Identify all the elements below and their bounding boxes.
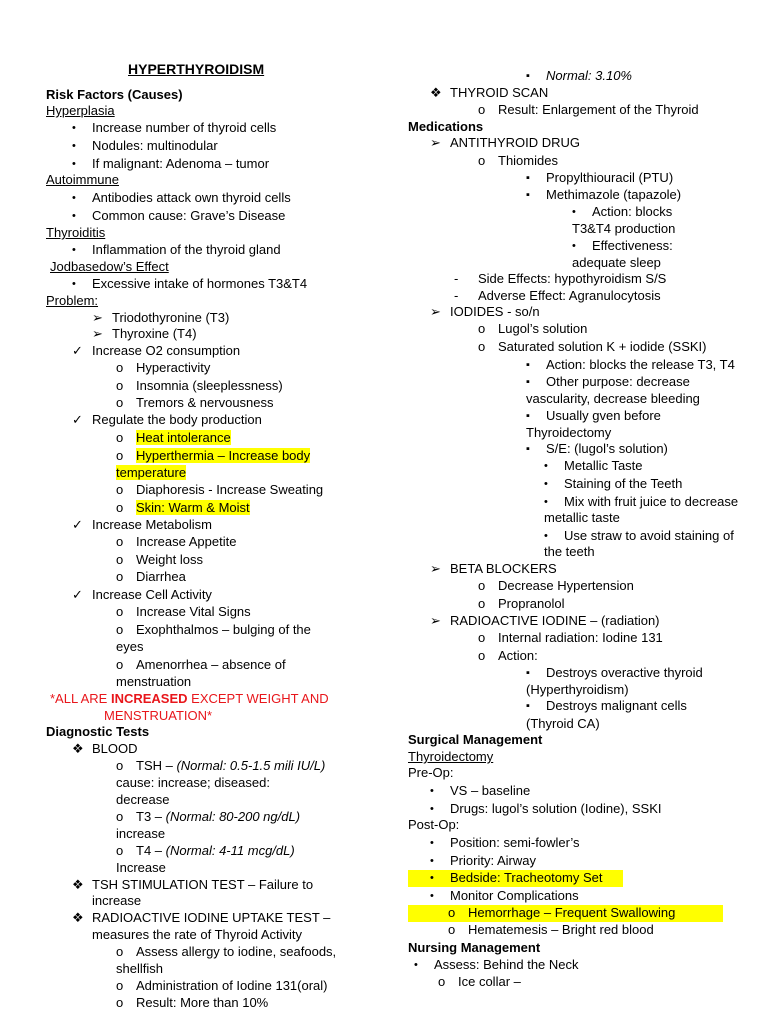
bullet-icon: • <box>430 803 434 815</box>
bullet-icon: o <box>478 648 486 663</box>
line-text: Internal radiation: Iodine 131 <box>498 630 663 645</box>
line-text: Increase Cell Activity <box>92 587 212 602</box>
line-text: Thyroidectomy <box>408 749 494 764</box>
bullet-icon: • <box>72 140 76 152</box>
line-text: THYROID SCAN <box>450 85 549 100</box>
bullet-icon: o <box>116 500 124 515</box>
normal-range-text: (Normal: 4-11 mcg/dL) <box>165 843 295 858</box>
bullet-icon: o <box>478 339 486 354</box>
line-text: Surgical Management <box>408 732 543 747</box>
line-text: T4 – <box>136 843 166 858</box>
bullet-icon: ✓ <box>72 343 83 358</box>
bullet-icon: o <box>116 569 124 584</box>
bullet-icon: o <box>478 630 486 645</box>
line-text: Action: blocks the release T3, T4 <box>546 357 735 372</box>
line-text: Increase Vital Signs <box>136 604 251 619</box>
bullet-icon: ✓ <box>72 517 83 532</box>
bullet-icon: ▪ <box>526 70 530 82</box>
bullet-icon: o <box>116 944 124 959</box>
line-text: metallic taste <box>544 510 620 525</box>
line-text: Assess allergy to iodine, seafoods, <box>136 944 337 959</box>
bullet-icon: ▪ <box>526 359 530 371</box>
line-text: (Thyroid CA) <box>526 716 600 731</box>
bullet-icon: • <box>544 530 548 542</box>
line-text: Diarrhea <box>136 569 186 584</box>
bullet-icon: o <box>438 974 446 989</box>
line-text: Diagnostic Tests <box>46 724 150 739</box>
line-text: BETA BLOCKERS <box>450 561 557 576</box>
line-text: vascularity, decrease bleeding <box>526 391 700 406</box>
line-text: Other purpose: decrease <box>546 374 690 389</box>
bullet-icon: • <box>72 158 76 170</box>
line-text: Monitor Complications <box>450 888 579 903</box>
bullet-icon: o <box>448 905 456 920</box>
line-text: Antibodies attack own thyroid cells <box>92 190 291 205</box>
line-text: shellfish <box>116 961 163 976</box>
bullet-icon: - <box>454 271 459 286</box>
bullet-icon: ➢ <box>430 561 441 576</box>
line-text: cause: increase; diseased: <box>116 775 270 790</box>
line-text: Assess: Behind the Neck <box>434 957 579 972</box>
line-text: T3&T4 production <box>572 221 676 236</box>
line-text: BLOOD <box>92 741 138 756</box>
line-text: Insomnia (sleeplessness) <box>136 378 283 393</box>
bullet-icon: - <box>454 288 459 303</box>
line-text: temperature <box>116 465 187 480</box>
bullet-icon: • <box>544 478 548 490</box>
line-text: Position: semi-fowler’s <box>450 835 580 850</box>
line-text: Tremors & nervousness <box>136 395 274 410</box>
line-text: Metallic Taste <box>564 458 643 473</box>
line-text: Administration of Iodine 131(oral) <box>136 978 328 993</box>
line-text: Hematemesis – Bright red blood <box>468 922 654 937</box>
bullet-icon: o <box>116 809 124 824</box>
line-text: TSH – <box>136 758 177 773</box>
line-text: MENSTRUATION* <box>104 708 213 723</box>
line-text: ANTITHYROID DRUG <box>450 135 580 150</box>
line-text: Inflammation of the thyroid gland <box>92 242 281 257</box>
bullet-icon: ❖ <box>72 910 84 925</box>
line-text: Nursing Management <box>408 940 541 955</box>
line-text: Priority: Airway <box>450 853 536 868</box>
line-text: Ice collar – <box>458 974 521 989</box>
line-text: Problem: <box>46 293 99 308</box>
bullet-icon: ➢ <box>430 304 441 319</box>
line-text: Staining of the Teeth <box>564 476 683 491</box>
line-text: Autoimmune <box>46 172 119 187</box>
bullet-icon: o <box>478 321 486 336</box>
line-text: T3 – <box>136 809 166 824</box>
line-text: Increase <box>116 860 166 875</box>
line-text: Triodothyronine (T3) <box>112 310 230 325</box>
line-text: Hemorrhage – Frequent Swallowing <box>468 905 676 920</box>
line-text-continued: EXCEPT WEIGHT AND <box>187 691 329 706</box>
bullet-icon: o <box>448 922 456 937</box>
bullet-icon: o <box>116 430 124 445</box>
bullet-icon: ➢ <box>430 613 441 628</box>
line-text: Bedside: Tracheotomy Set <box>450 870 603 885</box>
bullet-icon: ➢ <box>92 310 103 325</box>
bullet-icon: • <box>430 855 434 867</box>
bullet-icon: • <box>430 872 434 884</box>
line-text: (Hyperthyroidism) <box>526 682 629 697</box>
line-text: Hyperthermia – Increase body <box>136 448 311 463</box>
bullet-icon: o <box>478 153 486 168</box>
bullet-icon: ▪ <box>526 172 530 184</box>
line-text: Decrease Hypertension <box>498 578 634 593</box>
normal-range-text: (Normal: 0.5-1.5 mili IU/L) <box>176 758 326 773</box>
line-text: Skin: Warm & Moist <box>136 500 250 515</box>
bullet-icon: ➢ <box>92 326 103 341</box>
bullet-icon: o <box>116 448 124 463</box>
line-text: menstruation <box>116 674 192 689</box>
bullet-icon: o <box>116 482 124 497</box>
line-text: Risk Factors (Causes) <box>46 87 183 102</box>
bullet-icon: • <box>72 278 76 290</box>
bullet-icon: • <box>544 460 548 472</box>
bullet-icon: • <box>430 890 434 902</box>
line-text: eyes <box>116 639 144 654</box>
line-text: increase <box>92 893 142 908</box>
bullet-icon: o <box>116 552 124 567</box>
line-text: Hyperactivity <box>136 360 211 375</box>
bullet-icon: • <box>72 122 76 134</box>
line-text: *ALL ARE <box>50 691 111 706</box>
bullet-icon: o <box>116 378 124 393</box>
bullet-icon: o <box>116 995 124 1010</box>
line-text: the teeth <box>544 544 595 559</box>
line-text: Action: blocks <box>592 204 673 219</box>
bullet-icon: ➢ <box>430 135 441 150</box>
line-text: Increase Appetite <box>136 534 237 549</box>
line-text: Weight loss <box>136 552 203 567</box>
bullet-icon: ▪ <box>526 189 530 201</box>
bullet-icon: • <box>572 206 576 218</box>
bullet-icon: o <box>116 758 124 773</box>
bullet-icon: • <box>72 192 76 204</box>
line-text: Post-Op: <box>408 817 460 832</box>
line-text: Hyperplasia <box>46 103 115 118</box>
line-text: measures the rate of Thyroid Activity <box>92 927 303 942</box>
line-text: Increase number of thyroid cells <box>92 120 277 135</box>
line-text: Thiomides <box>498 153 558 168</box>
bullet-icon: o <box>478 102 486 117</box>
bullet-icon: o <box>116 395 124 410</box>
line-text: Methimazole (tapazole) <box>546 187 682 202</box>
line-text: Effectiveness: <box>592 238 673 253</box>
bullet-icon: ▪ <box>526 443 530 455</box>
line-text: Propylthiouracil (PTU) <box>546 170 674 185</box>
line-text: S/E: (lugol’s solution) <box>546 441 668 456</box>
line-text: decrease <box>116 792 170 807</box>
line-text: adequate sleep <box>572 255 661 270</box>
line-text: Destroys overactive thyroid <box>546 665 703 680</box>
bullet-icon: o <box>116 978 124 993</box>
line-text: Side Effects: hypothyroidism S/S <box>478 271 667 286</box>
bullet-icon: • <box>72 244 76 256</box>
line-text: Usually gven before <box>546 408 661 423</box>
bullet-icon: ❖ <box>72 877 84 892</box>
line-text: Pre-Op: <box>408 765 454 780</box>
bullet-icon: ❖ <box>430 85 442 100</box>
line-text: Exophthalmos – bulging of the <box>136 622 311 637</box>
line-text: Propranolol <box>498 596 565 611</box>
line-text: Increase Metabolism <box>92 517 212 532</box>
line-text: Drugs: lugol’s solution (Iodine), SSKI <box>450 801 662 816</box>
line-text: Regulate the body production <box>92 412 262 427</box>
line-text: Use straw to avoid staining of <box>564 528 734 543</box>
line-text: Heat intolerance <box>136 430 231 445</box>
line-text: Increase O2 consumption <box>92 343 241 358</box>
bullet-icon: • <box>430 837 434 849</box>
line-text: Amenorrhea – absence of <box>136 657 286 672</box>
line-text: Diaphoresis - Increase Sweating <box>136 482 324 497</box>
bullet-icon: o <box>116 622 124 637</box>
bullet-icon: o <box>116 657 124 672</box>
bullet-icon: o <box>116 534 124 549</box>
bullet-icon: o <box>478 578 486 593</box>
bullet-icon: • <box>544 496 548 508</box>
line-text: VS – baseline <box>450 783 531 798</box>
line-text: increase <box>116 826 166 841</box>
line-text: Lugol’s solution <box>498 321 588 336</box>
line-text: Medications <box>408 119 484 134</box>
line-text: Nodules: multinodular <box>92 138 218 153</box>
line-text: Result: More than 10% <box>136 995 269 1010</box>
line-text: Excessive intake of hormones T3&T4 <box>92 276 308 291</box>
line-text: Mix with fruit juice to decrease <box>564 494 739 509</box>
bullet-icon: o <box>116 604 124 619</box>
line-text: Common cause: Grave’s Disease <box>92 208 286 223</box>
line-text: If malignant: Adenoma – tumor <box>92 156 270 171</box>
line-text: RADIOACTIVE IODINE – (radiation) <box>450 613 660 628</box>
line-text: Adverse Effect: Agranulocytosis <box>478 288 661 303</box>
bullet-icon: ❖ <box>72 741 84 756</box>
line-text: Jodbasedow’s Effect <box>50 259 169 274</box>
bullet-icon: • <box>414 959 418 971</box>
bullet-icon: ▪ <box>526 410 530 422</box>
line-text: Thyroiditis <box>46 225 106 240</box>
page-title: HYPERTHYROIDISM <box>128 61 265 77</box>
line-text: TSH STIMULATION TEST – Failure to <box>92 877 314 892</box>
bullet-icon: ✓ <box>72 587 83 602</box>
line-text: Thyroidectomy <box>526 425 612 440</box>
line-text: Thyroxine (T4) <box>112 326 197 341</box>
bullet-icon: ▪ <box>526 667 530 679</box>
bullet-icon: • <box>572 240 576 252</box>
bullet-icon: o <box>478 596 486 611</box>
bullet-icon: o <box>116 360 124 375</box>
bullet-icon: • <box>72 210 76 222</box>
line-text: Normal: 3.10% <box>546 68 632 83</box>
bullet-icon: ▪ <box>526 376 530 388</box>
line-text: RADIOACTIVE IODINE UPTAKE TEST – <box>92 910 331 925</box>
line-text: IODIDES - so/n <box>450 304 540 319</box>
emphasis-text: INCREASED <box>110 691 188 706</box>
bullet-icon: • <box>430 785 434 797</box>
line-text: Result: Enlargement of the Thyroid <box>498 102 699 117</box>
bullet-icon: ✓ <box>72 412 83 427</box>
line-text: Destroys malignant cells <box>546 698 687 713</box>
bullet-icon: ▪ <box>526 700 530 712</box>
line-text: Action: <box>498 648 538 663</box>
bullet-icon: o <box>116 843 124 858</box>
normal-range-text: (Normal: 80-200 ng/dL) <box>165 809 301 824</box>
line-text: Saturated solution K + iodide (SSKI) <box>498 339 707 354</box>
